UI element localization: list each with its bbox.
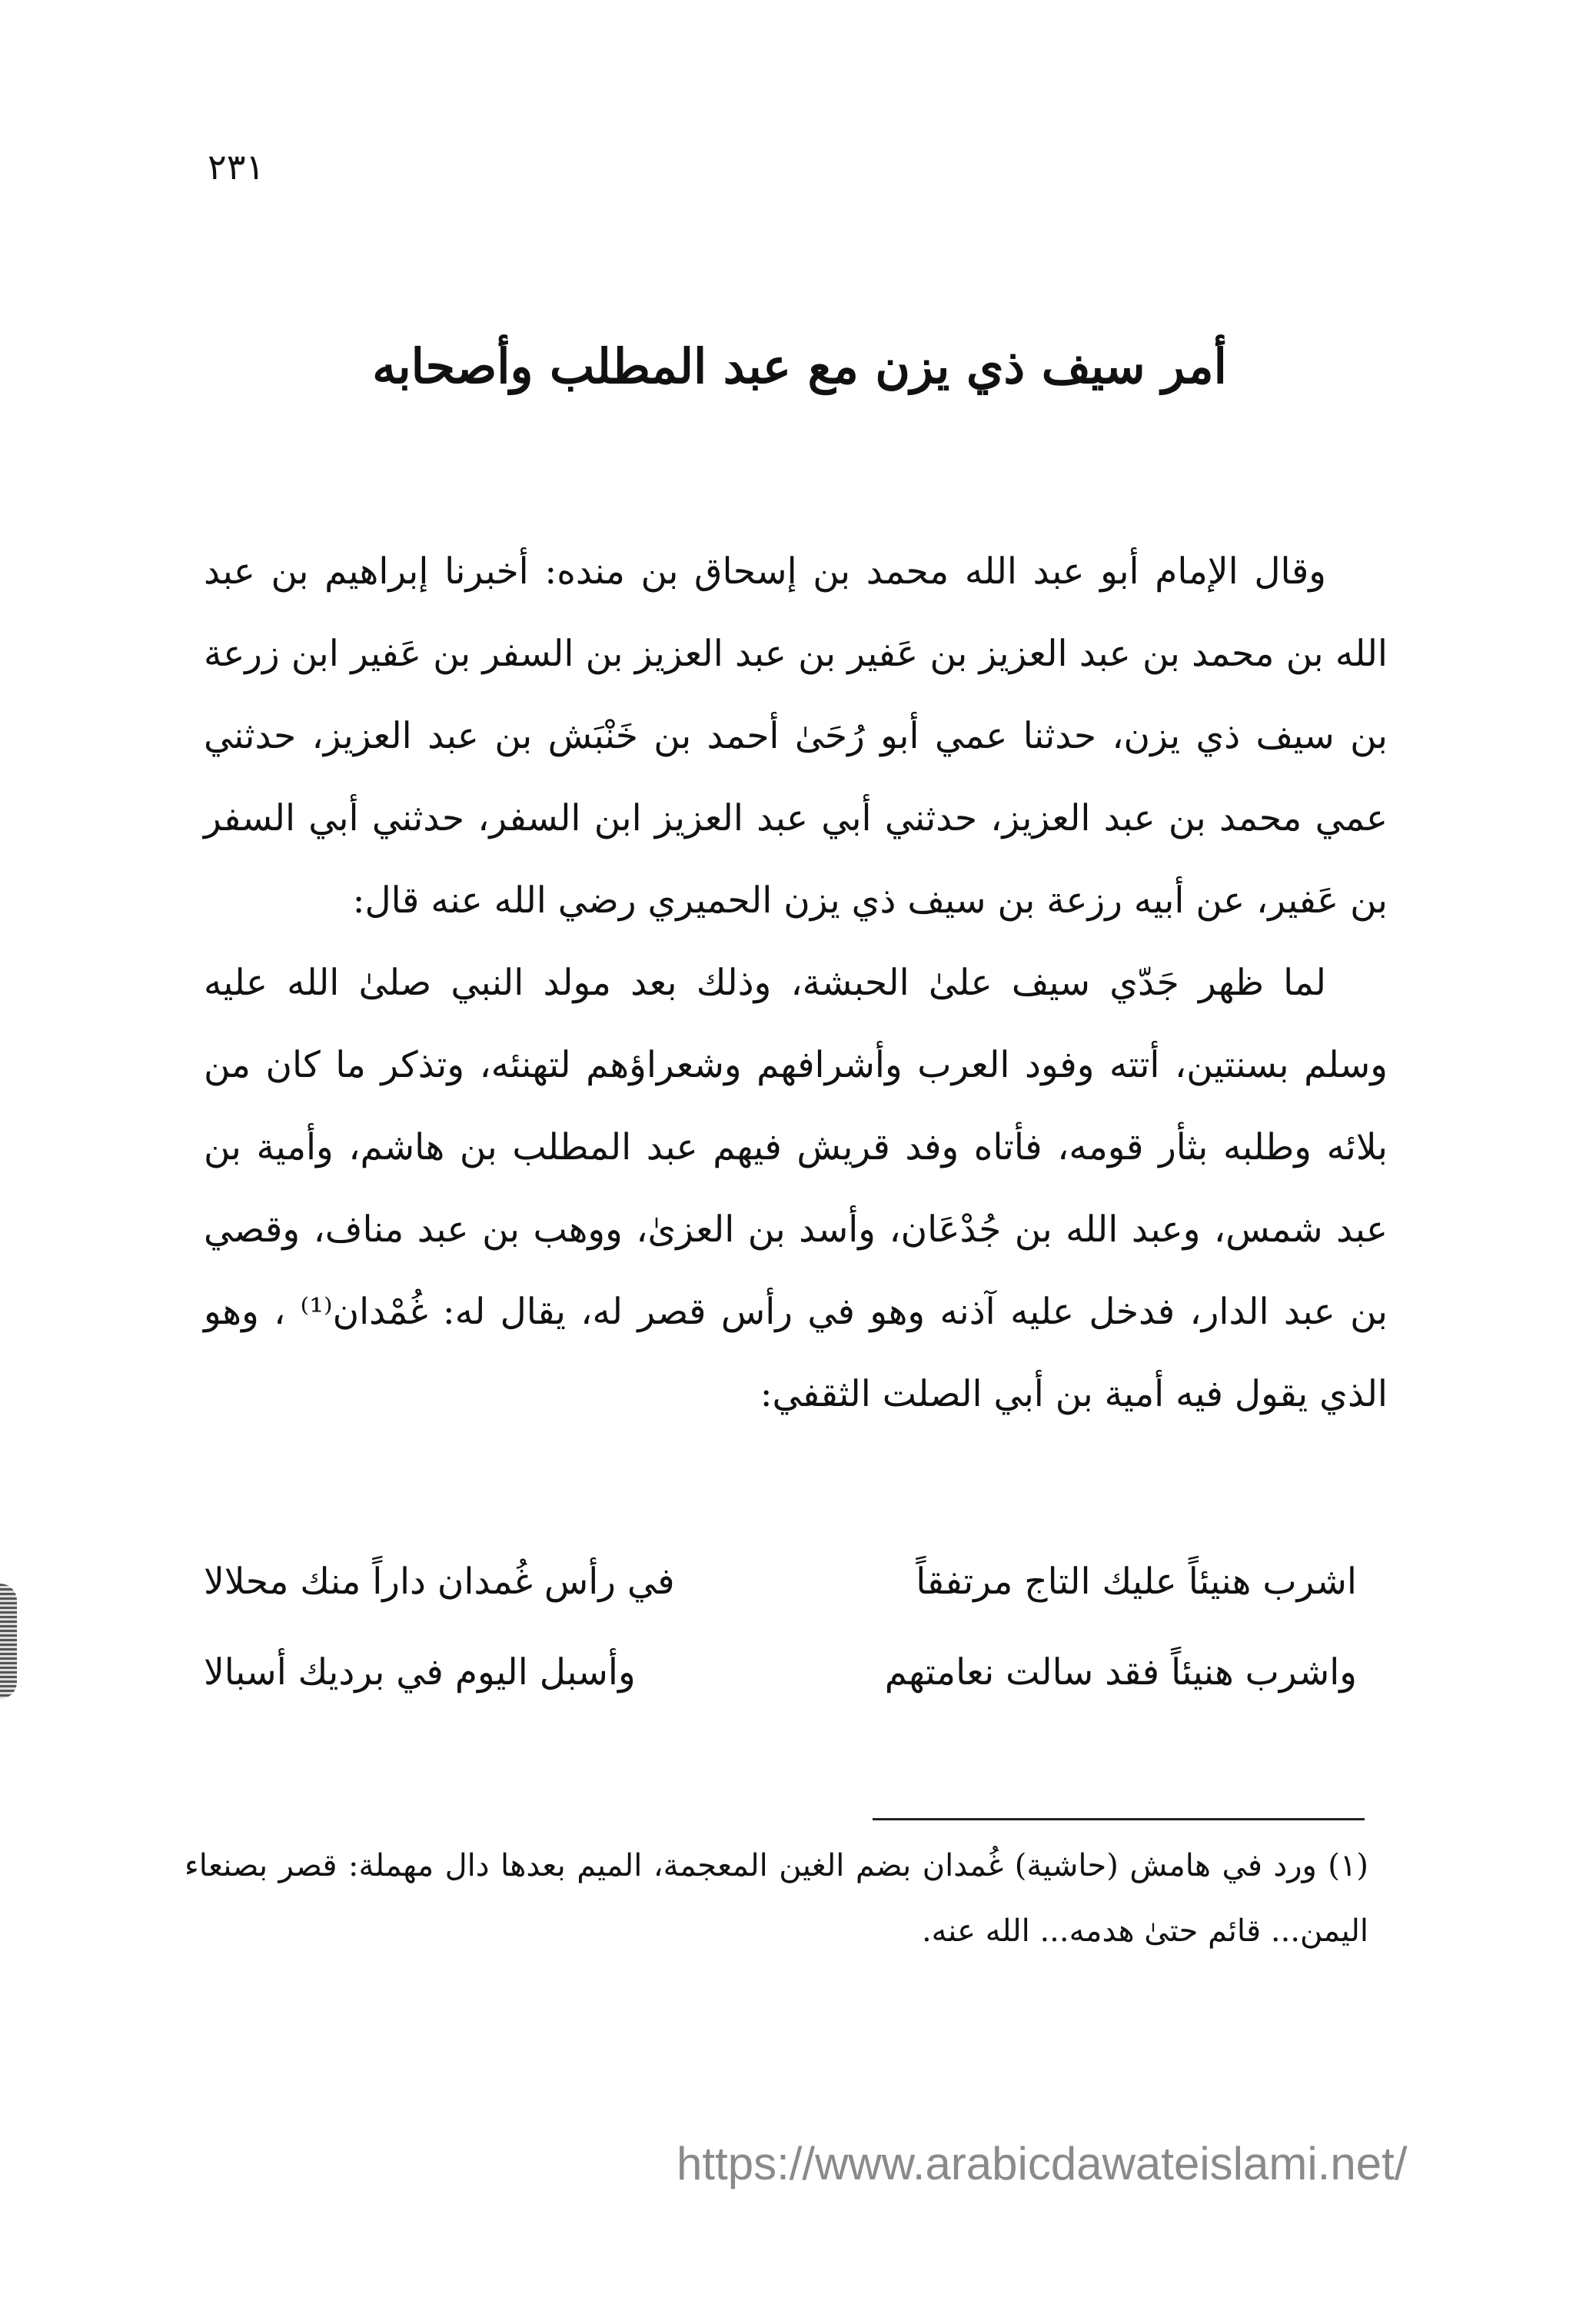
poem-verse	[204, 1651, 1357, 1742]
poem-hemistich-second: في رأس غُمدان داراً منك محلالا	[204, 1561, 675, 1603]
page-edge-shadow	[0, 1584, 17, 1699]
footnote	[185, 1833, 1368, 1964]
source-url-watermark: https://www.arabicdawateislami.net/	[677, 2138, 1408, 2189]
poem-hemistich-second: وأسبل اليوم في برديك أسبالا	[204, 1651, 636, 1694]
footnote-divider	[873, 1818, 1365, 1820]
footnote-text: (١) ورد في هامش (حاشية) غُمدان بضم الغين المعجمة، الميم بعدها دال مهملة: قصر بصنعاء اليمن... قائم حتىٰ هدمه... الله عنه.	[185, 1848, 1368, 1949]
poem-verse	[204, 1561, 1357, 1651]
poem-hemistich-first: واشرب هنيئاً فقد سالت نعامتهم	[884, 1651, 1357, 1694]
page-number: ٢٣١	[208, 146, 265, 188]
poem-hemistich-first: اشرب هنيئاً عليك التاج مرتفقاً	[916, 1561, 1357, 1603]
paragraph-isnad: وقال الإمام أبو عبد الله محمد بن إسحاق بن منده: أخبرنا إبراهيم بن عبد الله بن محمد بن عبد العزيز بن عَفير بن عبد العزيز بن السفر بن عَفير ابن زرعة بن سيف ذي يزن، حدثنا عمي أبو رُحَىٰ أحمد بن خَنْبَش بن عبد العزيز، حدثني عمي محمد بن عبد العزيز، حدثني أبي عبد العزيز ابن السفر، حدثني أبي السفر بن عَفير، عن أبيه رزعة بن سيف ذي يزن الحميري رضي الله عنه قال:	[204, 550, 1388, 922]
chapter-title: أمر سيف ذي يزن مع عبد المطلب وأصحابه	[372, 338, 1227, 394]
paragraph-narrative: لما ظهر جَدّي سيف علىٰ الحبشة، وذلك بعد مولد النبي صلىٰ الله عليه وسلم بسنتين، أتته وفود العرب وأشرافهم وشعراؤهم لتهنئه، وتذكر ما كان من بلائه وطلبه بثأر قومه، فأتاه وفد قريش فيهم عبد المطلب بن هاشم، وأمية بن عبد شمس، وعبد الله بن جُدْعَان، وأسد بن العزىٰ، ووهب بن عبد مناف، وقصي بن عبد الدار، فدخل عليه آذنه وهو في رأس قصر له، يقال له: غُمْدان⁽¹⁾ ، وهو الذي يقول فيه أمية بن أبي الصلت الثقفي:	[204, 962, 1388, 1415]
main-text	[204, 530, 1388, 1435]
poem	[204, 1561, 1357, 1742]
